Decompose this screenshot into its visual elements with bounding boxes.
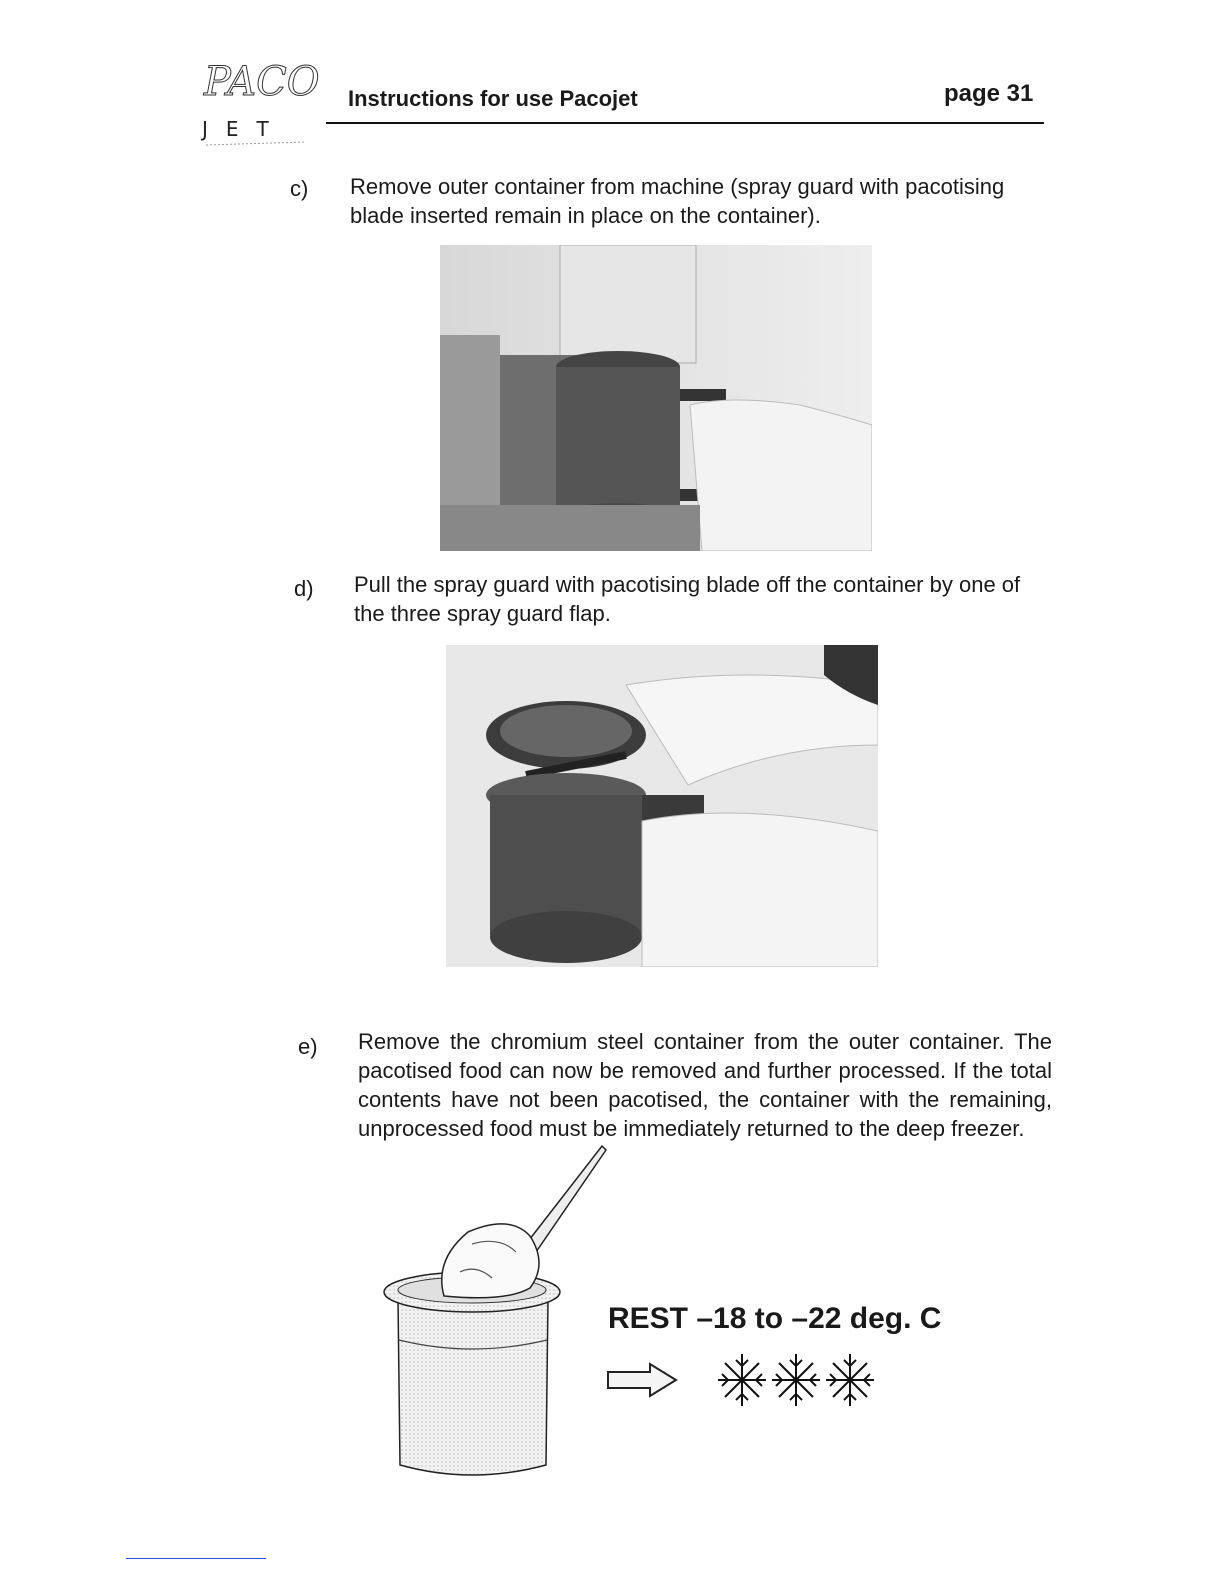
pacojet-logo (196, 40, 326, 150)
snowflake-icon (718, 1354, 766, 1406)
rest-temperature-note: REST –18 to –22 deg. C (608, 1302, 942, 1335)
header-divider (326, 122, 1044, 124)
step-d-text: Pull the spray guard with pacotising blade off the container by one of the three spray guard flap. (354, 572, 1021, 626)
svg-text:JET: JET (202, 117, 287, 141)
step-e-label: e) (298, 1034, 318, 1059)
svg-text:PACO: PACO (204, 59, 320, 105)
photo-remove-outer-container (440, 245, 872, 551)
container-with-spoon-illustration (380, 1140, 620, 1490)
step-c-text: Remove outer container from machine (spray guard with pacotising blade inserted remain in place on the container). (350, 174, 1005, 228)
header-title: Instructions for use Pacojet (348, 86, 638, 111)
step-d-label: d) (294, 576, 314, 601)
photo-pull-spray-guard (446, 645, 878, 967)
snowflake-icon (772, 1354, 820, 1406)
snowflakes (714, 1352, 878, 1408)
page-number: page 31 (944, 80, 1034, 107)
step-c-label: c) (290, 176, 309, 201)
footnote-divider (126, 1558, 266, 1559)
right-arrow-icon (606, 1362, 678, 1398)
step-e-text: Remove the chromium steel container from the outer container. The pacotised food can now be removed and further processed. If the total contents have not been pacotised, the container with the remaining, unprocessed food must be immediately returned to the deep freezer. (358, 1029, 1052, 1141)
snowflake-icon (826, 1354, 874, 1406)
